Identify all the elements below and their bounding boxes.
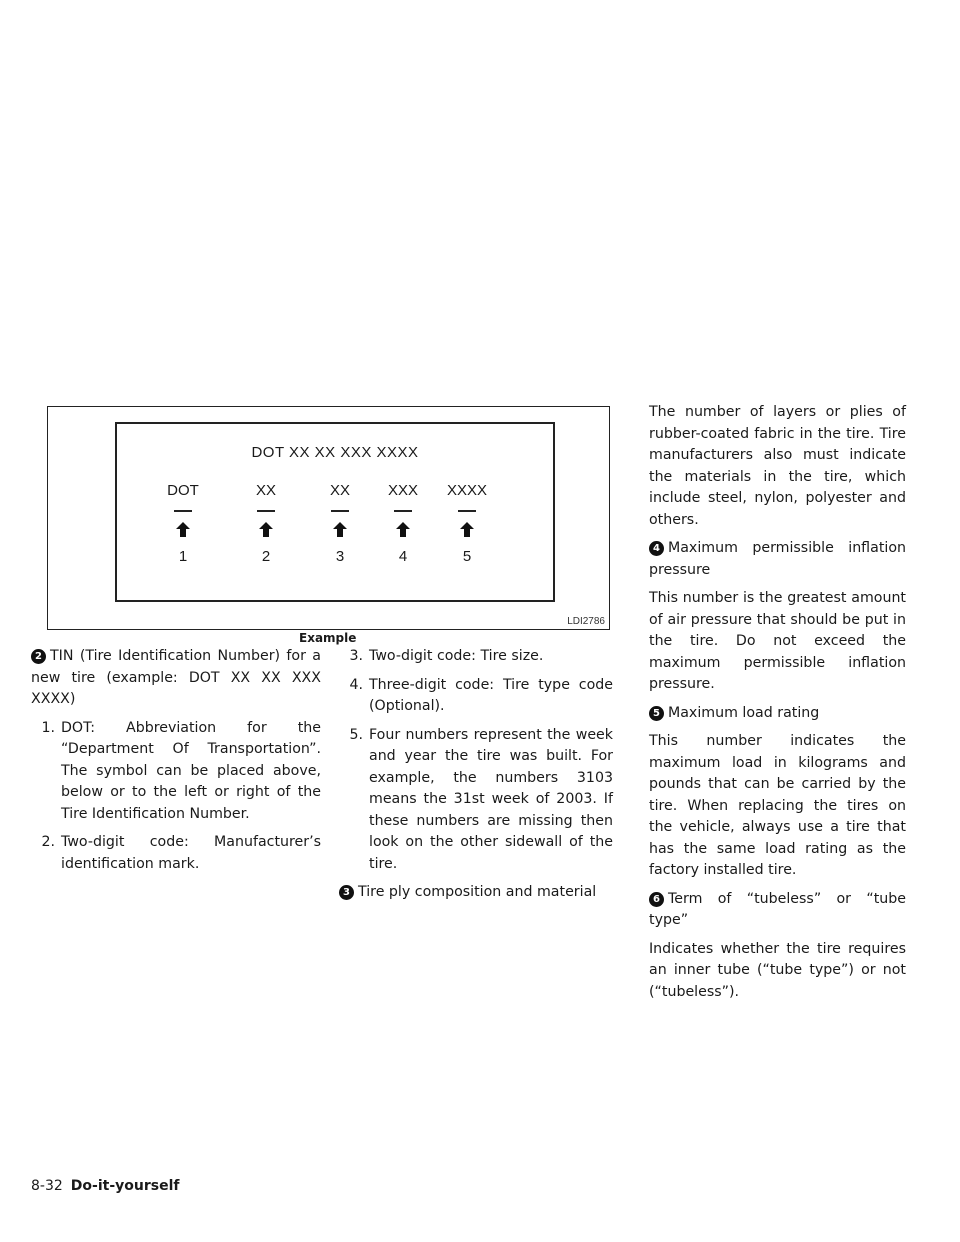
segment-number: 4 xyxy=(398,548,408,565)
tin-heading-text: TIN (Tire Identification Number) for a new tire (example: DOT XX XX XXX XXXX) xyxy=(31,648,321,707)
load-body: This number indicates the maximum load in kilograms and pounds that can be carried by the tire. When replacing the tires on the vehicle, always use a tire that has the same load rating as the factory installed tire. xyxy=(649,733,906,878)
pressure-heading xyxy=(649,538,906,581)
figure-column xyxy=(143,482,223,565)
ply-heading xyxy=(339,882,613,904)
list-item-number: 1. xyxy=(41,719,55,736)
circled-number-4: 4 xyxy=(649,541,664,556)
segment-number: 5 xyxy=(462,548,472,565)
tin-heading xyxy=(31,646,321,711)
list-item xyxy=(31,718,321,826)
list-item-number: 3. xyxy=(349,648,363,664)
list-item xyxy=(339,725,613,876)
circled-number-3: 3 xyxy=(339,885,354,900)
segment-underline xyxy=(331,510,349,512)
arrow-up-icon xyxy=(176,522,190,537)
arrow-up-icon xyxy=(333,522,347,537)
arrow-up-icon xyxy=(396,522,410,537)
load-heading-text: Maximum load rating xyxy=(668,704,820,721)
list-item-text: DOT: Abbreviation for the “Department Of Transportation”. The symbol can be placed above, below or to the left or right of the Tire Identification Number. xyxy=(61,719,321,822)
section-title: Do-it-yourself xyxy=(70,1178,180,1194)
figure-column xyxy=(427,482,507,565)
list-item-text: Four numbers represent the week and year the tire was built. For example, the numbers 3103 means the 31st week of 2003. If these numbers are missing then look on the other sidewall of the tire. xyxy=(369,726,613,872)
figure-column xyxy=(226,482,306,565)
load-heading xyxy=(649,703,906,725)
pressure-heading-text: Maximum permissible inflation pressure xyxy=(649,540,906,578)
figure-id: LDI2786 xyxy=(567,616,605,627)
segment-underline xyxy=(394,510,412,512)
circled-number-5: 5 xyxy=(649,706,664,721)
code-segment: DOT xyxy=(167,482,199,499)
tubeless-body: Indicates whether the tire requires an inner tube (“tube type”) or not (“tubeless”). xyxy=(649,940,906,1000)
tire-code-figure xyxy=(47,406,610,630)
arrow-up-icon xyxy=(259,522,273,537)
tire-code-diagram xyxy=(115,422,555,602)
segment-underline xyxy=(458,510,476,512)
list-item-text: Two-digit code: Manufacturer’s identification mark. xyxy=(61,834,321,872)
text-column-3 xyxy=(649,402,906,1010)
figure-title: DOT XX XX XXX XXXX xyxy=(251,444,419,461)
code-segment: XXXX xyxy=(446,482,488,499)
segment-number: 1 xyxy=(178,548,188,565)
tubeless-heading xyxy=(649,889,906,932)
arrow-up-icon xyxy=(460,522,474,537)
code-segment: XX xyxy=(329,482,350,499)
list-item-text: Two-digit code: Tire size. xyxy=(369,648,544,664)
list-item xyxy=(339,675,613,718)
tubeless-heading-text: Term of “tubeless” or “tube type” xyxy=(649,890,906,928)
segment-underline xyxy=(174,510,192,512)
list-item xyxy=(339,646,613,668)
segment-underline xyxy=(257,510,275,512)
segment-number: 3 xyxy=(335,548,345,565)
circled-number-6: 6 xyxy=(649,892,664,907)
text-column-1 xyxy=(31,646,321,882)
list-item-number: 2. xyxy=(41,834,55,850)
text-column-2 xyxy=(339,646,613,911)
code-segment: XX xyxy=(255,482,276,499)
list-item-number: 4. xyxy=(349,676,363,693)
segment-number: 2 xyxy=(261,548,271,565)
page-footer xyxy=(31,1178,179,1194)
figure-caption: Example xyxy=(299,631,357,645)
pressure-body: This number is the greatest amount of air pressure that should be put in the tire. Do not exceed the maximum permissible inflation pressure. xyxy=(649,590,906,692)
ply-heading-text: Tire ply composition and material xyxy=(358,884,597,900)
circled-number-2: 2 xyxy=(31,649,46,664)
list-item-number: 5. xyxy=(349,726,363,743)
list-item-text: Three-digit code: Tire type code (Optional). xyxy=(369,676,613,714)
ply-body: The number of layers or plies of rubber-coated fabric in the tire. Tire manufacturers also must indicate the materials in the tire, which include steel, nylon, polyester and others. xyxy=(649,404,906,528)
page-number: 8-32 xyxy=(31,1178,63,1194)
list-item xyxy=(31,832,321,875)
code-segment: XXX xyxy=(387,482,418,499)
